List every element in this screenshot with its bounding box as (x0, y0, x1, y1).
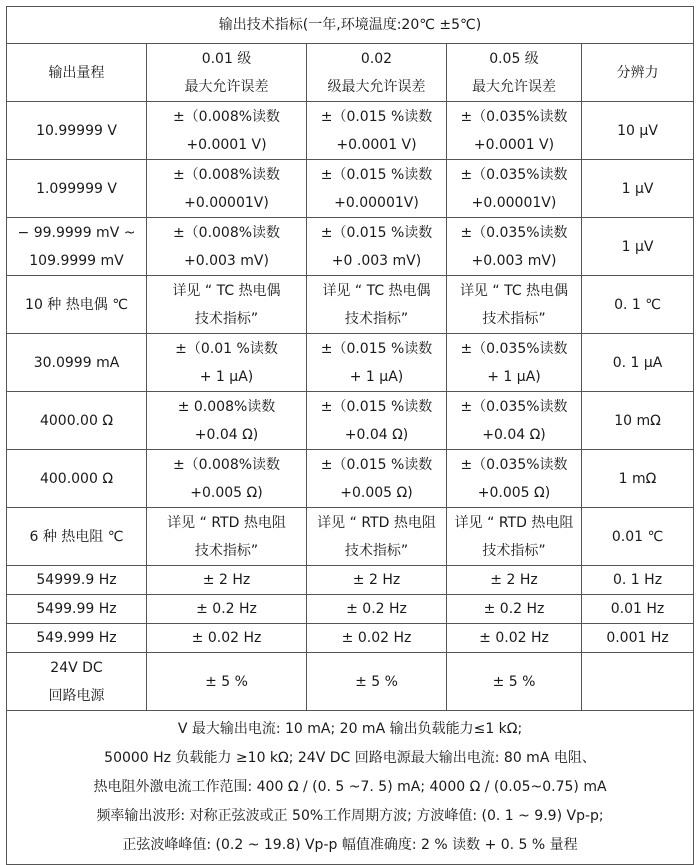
footer-notes (7, 711, 694, 865)
cell-resolution: 10 μV (582, 102, 694, 160)
table-row (7, 653, 694, 711)
cell-grade-001: 详见 “ TC 热电偶 技术指标” (147, 276, 307, 334)
footer-line: 50000 Hz 负载能力 ≥10 kΩ; 24V DC 回路电源最大输出电流: 80 mA 电阻、 (104, 750, 596, 766)
cell-range: 549.999 Hz (7, 624, 147, 653)
cell-grade-005: ±（0.035%读数 +0.003 mV) (447, 218, 582, 276)
table-row (7, 160, 694, 218)
table-row (7, 450, 694, 508)
table-row (7, 276, 694, 334)
header-range: 输出量程 (7, 44, 147, 102)
cell-resolution: 1 mΩ (582, 450, 694, 508)
cell-range: 54999.9 Hz (7, 566, 147, 595)
cell-grade-001: ± 0.02 Hz (147, 624, 307, 653)
cell-range: 4000.00 Ω (7, 392, 147, 450)
cell-grade-005: ±（0.035%读数 + 1 μA) (447, 334, 582, 392)
cell-resolution: 0. 1 Hz (582, 566, 694, 595)
table-row (7, 624, 694, 653)
cell-grade-005: ±（0.035%读数 +0.00001V) (447, 160, 582, 218)
table-row (7, 392, 694, 450)
header-col1: 0.01 级 最大允许误差 (147, 44, 307, 102)
header-col2: 0.02 级最大允许误差 (307, 44, 447, 102)
header-resolution: 分辨力 (582, 44, 694, 102)
cell-grade-005: 详见 “ TC 热电偶 技术指标” (447, 276, 582, 334)
cell-range: 10.99999 V (7, 102, 147, 160)
cell-grade-005: ±（0.035%读数 +0.005 Ω) (447, 450, 582, 508)
header-col3: 0.05 级 最大允许误差 (447, 44, 582, 102)
cell-range: 400.000 Ω (7, 450, 147, 508)
cell-grade-001: ± 0.2 Hz (147, 595, 307, 624)
cell-grade-005: ±（0.035%读数 +0.0001 V) (447, 102, 582, 160)
cell-grade-002: ± 5 % (307, 653, 447, 711)
title-row (7, 7, 694, 44)
footer-line: 正弦波峰峰值: (0.2 ~ 19.8) Vp-p 幅值准确度: 2 % 读数 + 0. 5 % 量程 (122, 837, 578, 853)
cell-grade-001: 详见 “ RTD 热电阻 技术指标” (147, 508, 307, 566)
cell-resolution: 0.01 ℃ (582, 508, 694, 566)
cell-grade-005: ± 0.02 Hz (447, 624, 582, 653)
cell-grade-002: ±（0.015 %读数 +0.04 Ω) (307, 392, 447, 450)
cell-resolution: 10 mΩ (582, 392, 694, 450)
cell-range: 6 种 热电阻 ℃ (7, 508, 147, 566)
cell-grade-005: ± 0.2 Hz (447, 595, 582, 624)
cell-grade-005: ± 2 Hz (447, 566, 582, 595)
cell-resolution: 1 μV (582, 160, 694, 218)
cell-grade-001: ± 0.008%读数 +0.04 Ω) (147, 392, 307, 450)
cell-grade-001: ± 5 % (147, 653, 307, 711)
cell-range: 10 种 热电偶 ℃ (7, 276, 147, 334)
cell-range: − 99.9999 mV ~ 109.9999 mV (7, 218, 147, 276)
cell-range: 5499.99 Hz (7, 595, 147, 624)
footer-line: V 最大输出电流: 10 mA; 20 mA 输出负载能力≤1 kΩ; (177, 721, 523, 737)
cell-resolution: 0.001 Hz (582, 624, 694, 653)
footer-row (7, 711, 694, 865)
cell-grade-001: ±（0.01 %读数 + 1 μA) (147, 334, 307, 392)
table-title: 输出技术指标(一年,环境温度:20℃ ±5℃) (7, 7, 694, 44)
cell-grade-002: ±（0.015 %读数 +0 .003 mV) (307, 218, 447, 276)
spec-table (6, 6, 694, 865)
cell-grade-002: 详见 “ TC 热电偶 技术指标” (307, 276, 447, 334)
cell-grade-002: ±（0.015 %读数 + 1 μA) (307, 334, 447, 392)
cell-grade-001: ±（0.008%读数 +0.003 mV) (147, 218, 307, 276)
cell-resolution: 0. 1 μA (582, 334, 694, 392)
cell-resolution: 0. 1 ℃ (582, 276, 694, 334)
header-row (7, 44, 694, 102)
cell-resolution: 0.01 Hz (582, 595, 694, 624)
table-row (7, 566, 694, 595)
cell-grade-005: 详见 “ RTD 热电阻 技术指标” (447, 508, 582, 566)
cell-grade-002: ± 2 Hz (307, 566, 447, 595)
footer-line: 热电阻外激电流工作范围: 400 Ω / (0. 5 ~7. 5) mA; 4000 Ω / (0.05~0.75) mA (93, 779, 607, 795)
cell-range: 30.0999 mA (7, 334, 147, 392)
cell-grade-001: ±（0.008%读数 +0.005 Ω) (147, 450, 307, 508)
cell-grade-002: ±（0.015 %读数 +0.005 Ω) (307, 450, 447, 508)
cell-grade-002: ±（0.015 %读数 +0.00001V) (307, 160, 447, 218)
table-row (7, 595, 694, 624)
cell-grade-001: ±（0.008%读数 +0.00001V) (147, 160, 307, 218)
table-row (7, 102, 694, 160)
cell-grade-002: ± 0.2 Hz (307, 595, 447, 624)
cell-range: 24V DC 回路电源 (7, 653, 147, 711)
cell-resolution: 1 μV (582, 218, 694, 276)
cell-resolution (582, 653, 694, 711)
cell-grade-001: ± 2 Hz (147, 566, 307, 595)
cell-grade-002: 详见 “ RTD 热电阻 技术指标” (307, 508, 447, 566)
table-row (7, 334, 694, 392)
cell-grade-002: ±（0.015 %读数 +0.0001 V) (307, 102, 447, 160)
table-row (7, 508, 694, 566)
footer-line: 频率输出波形: 对称正弦波或正 50%工作周期方波; 方波峰值: (0. 1 ~ 9.9) Vp-p; (96, 808, 604, 824)
table-row (7, 218, 694, 276)
cell-grade-005: ± 5 % (447, 653, 582, 711)
cell-grade-001: ±（0.008%读数 +0.0001 V) (147, 102, 307, 160)
cell-range: 1.099999 V (7, 160, 147, 218)
cell-grade-005: ±（0.035%读数 +0.04 Ω) (447, 392, 582, 450)
cell-grade-002: ± 0.02 Hz (307, 624, 447, 653)
